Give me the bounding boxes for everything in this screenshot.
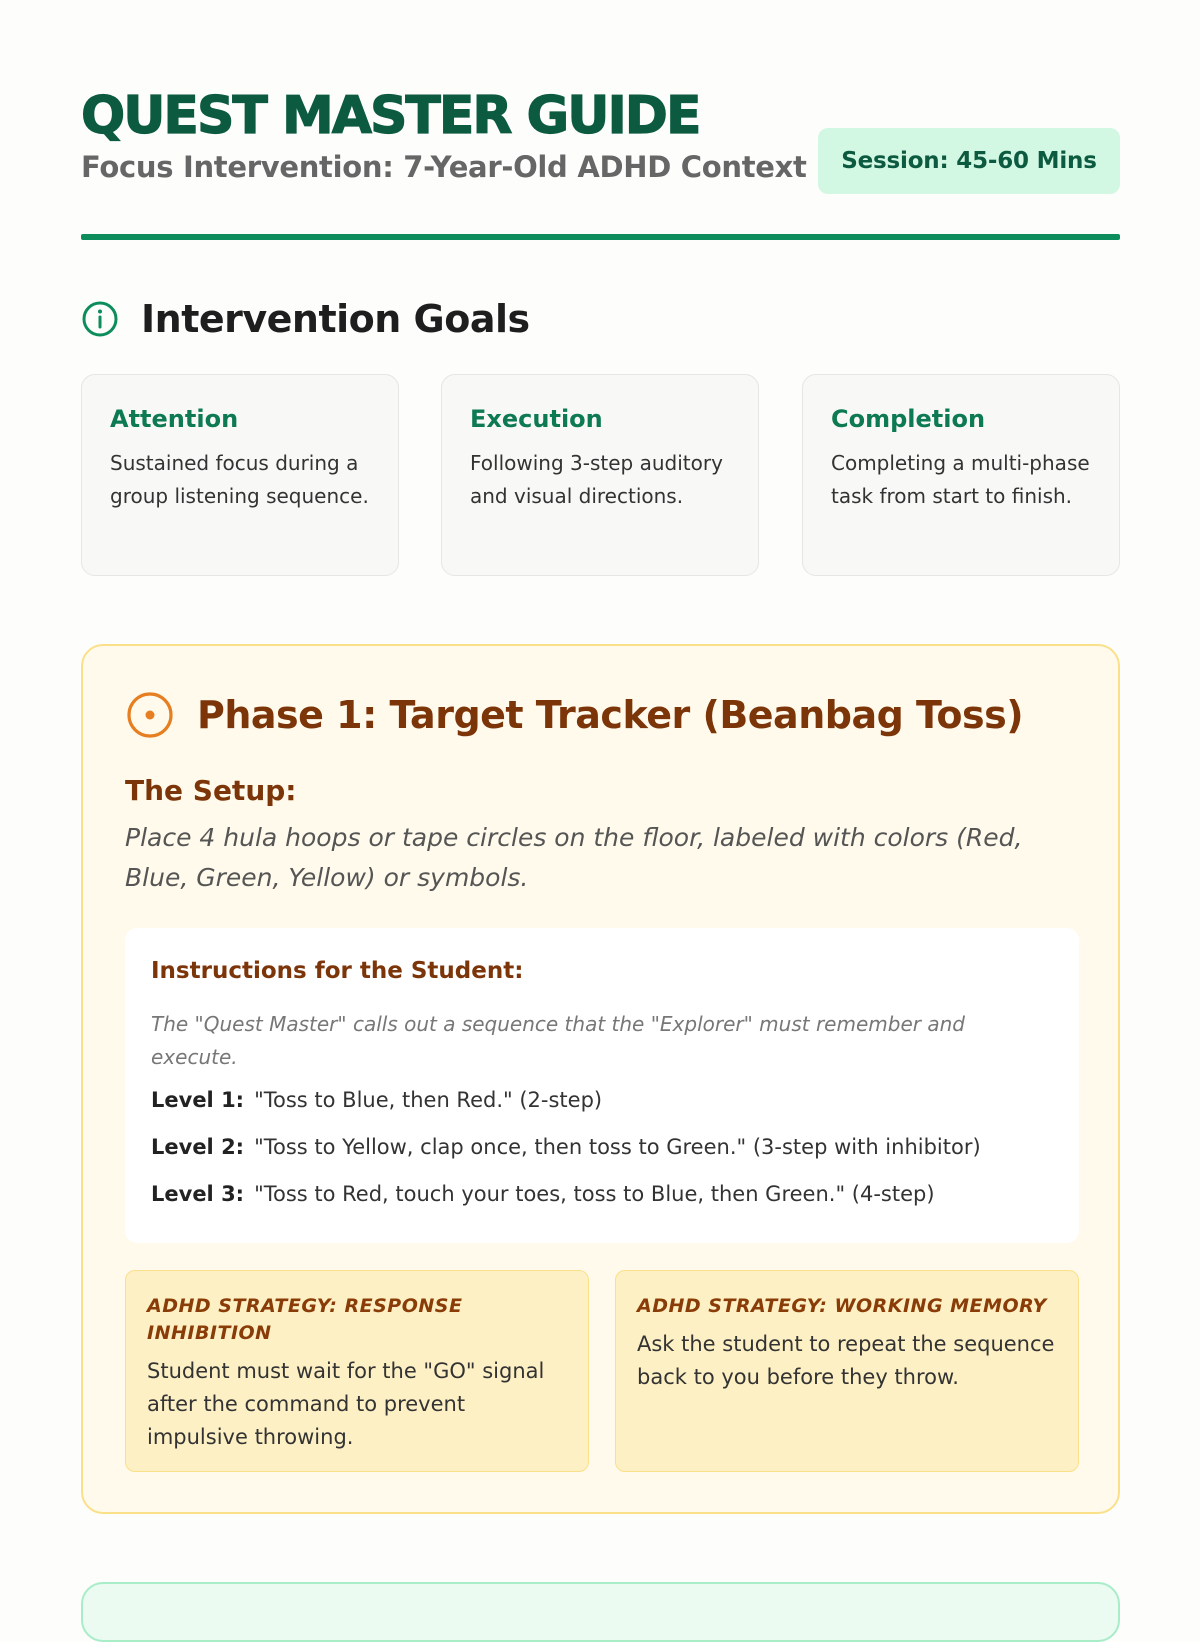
setup-text: Place 4 hula hoops or tape circles on the floor, labeled with colors (Red, Blue, Green, Yellow) or symbols.: [125, 823, 1023, 892]
goal-title: Completion: [831, 405, 986, 433]
instructions-description: The "Quest Master" calls out a sequence that the "Explorer" must remember and execute.: [151, 1012, 965, 1069]
level-text: "Toss to Red, touch your toes, toss to Blue, then Green." (4-step): [254, 1182, 935, 1206]
level-text: "Toss to Yellow, clap once, then toss to Green." (3-step with inhibitor): [254, 1135, 981, 1159]
header-divider: [81, 234, 1120, 240]
level-text: "Toss to Blue, then Red." (2-step): [254, 1088, 603, 1112]
target-icon: [125, 690, 175, 740]
phase-title: Phase 1: Target Tracker (Beanbag Toss): [197, 693, 1024, 737]
strategy-card-working-memory: [615, 1270, 1079, 1472]
level-item: [151, 1135, 981, 1159]
goals-title: Intervention Goals: [141, 297, 530, 341]
level-label: Level 3:: [151, 1182, 245, 1206]
goal-title: Execution: [470, 405, 603, 433]
page-subtitle: Focus Intervention: 7-Year-Old ADHD Context: [81, 150, 807, 184]
level-label: Level 1:: [151, 1088, 245, 1112]
goal-description: Completing a multi-phase task from start to finish.: [831, 451, 1090, 508]
level-label: Level 2:: [151, 1135, 245, 1159]
phase-2-card-partial: [81, 1582, 1120, 1642]
strategy-card-response-inhibition: [125, 1270, 589, 1472]
goal-card-execution: [441, 374, 759, 576]
setup-label: The Setup:: [125, 774, 297, 807]
strategy-text: Ask the student to repeat the sequence back to you before they throw.: [637, 1332, 1055, 1389]
level-item: [151, 1088, 602, 1112]
strategy-title: ADHD STRATEGY: RESPONSE INHIBITION: [147, 1295, 463, 1344]
phase-1-card: [81, 644, 1120, 1514]
header: [81, 82, 1120, 192]
strategy-title: ADHD STRATEGY: WORKING MEMORY: [637, 1295, 1047, 1317]
page-title: QUEST MASTER GUIDE: [81, 86, 700, 146]
level-item: [151, 1182, 935, 1206]
phase-heading: [125, 690, 1023, 740]
info-circle-icon: [81, 300, 119, 338]
goal-description: Following 3-step auditory and visual directions.: [470, 451, 723, 508]
session-badge: Session: 45-60 Mins: [818, 128, 1120, 194]
goal-title: Attention: [110, 405, 239, 433]
goal-description: Sustained focus during a group listening sequence.: [110, 451, 369, 508]
instructions-box: [125, 928, 1079, 1243]
strategy-text: Student must wait for the "GO" signal after the command to prevent impulsive throwing.: [147, 1359, 545, 1449]
goals-heading: [81, 296, 530, 342]
instructions-title: Instructions for the Student:: [151, 958, 524, 984]
goal-card-attention: [81, 374, 399, 576]
goal-card-completion: [802, 374, 1120, 576]
